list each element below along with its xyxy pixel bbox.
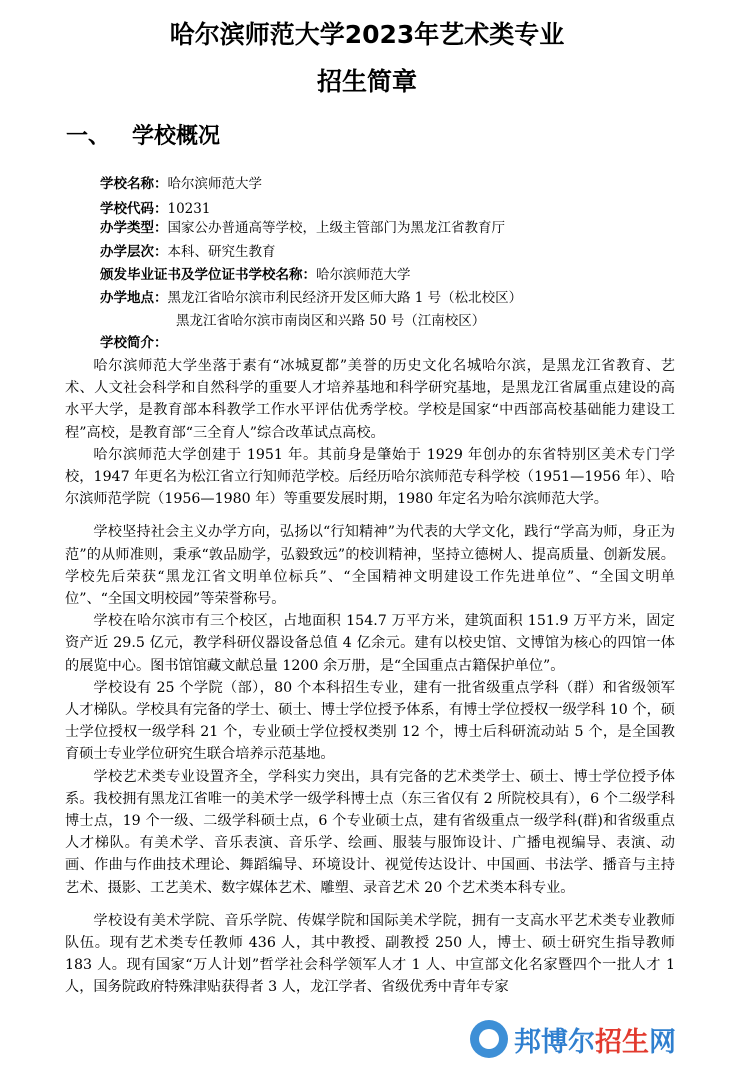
info-label: 颁发毕业证书及学位证书学校名称： bbox=[100, 267, 316, 283]
info-label: 学校代码： bbox=[100, 201, 168, 217]
section-heading bbox=[66, 122, 220, 152]
info-value: 本科、研究生教育 bbox=[167, 244, 276, 260]
info-row-address bbox=[100, 286, 710, 311]
watermark bbox=[470, 1014, 732, 1064]
intro-paragraph: 学校艺术类专业设置齐全，学科实力突出，具有完备的艺术类学士、硕士、博士学位授予体系。我校拥有黑龙江省唯一的美术学一级学科博士点（东三省仅有 2 所院校具有），6 个二级学科博士点，19 个一级、二级学科硕士点，6 个专业硕士点，建有省级重点一级学科(群)和省级重点人才梯队。有美术学、音乐表演、音乐学、绘画、服装与服饰设计、广播电视编导、表演、动画、作曲与作曲技术理论、舞蹈编导、环境设计、视觉传达设计、中国画、书法学、播音与主持艺术、摄影、工艺美术、数字媒体艺术、雕塑、录音艺术 20 个艺术类本科专业。 bbox=[65, 768, 675, 896]
info-row-cert bbox=[100, 263, 710, 288]
intro-paragraph: 学校设有 25 个学院（部），80 个本科招生专业，建有一批省级重点学科（群）和省级领军人才梯队。学校具有完备的学士、硕士、博士学位授予体系，有博士学位授权一级学科 10 个，硕士学位授权一级学科 21 个，专业硕士学位授权类别 12 个，博士后科研流动站 5 个，是全国教育硕士专业学位研究生联合培养示范基地。 bbox=[65, 679, 675, 763]
watermark-part: 网 bbox=[649, 1026, 676, 1058]
page-title: 哈尔滨师范大学2023年艺术类专业 bbox=[169, 20, 565, 49]
intro-paragraph: 学校在哈尔滨市有三个校区，占地面积 154.7 万平方米，建筑面积 151.9 万平方米，固定资产近 29.5 亿元，教学科研仪器设备总值 4 亿余元。建有以校史馆、文博馆为核心的四馆一体的展览中心。图书馆馆藏文献总量 1200 余万册，是“全国重点古籍保护单位”。 bbox=[65, 613, 675, 674]
info-label: 办学层次： bbox=[100, 244, 168, 260]
info-label: 学校名称： bbox=[100, 176, 168, 192]
info-value: 国家公办普通高等学校，上级主管部门为黑龙江省教育厅 bbox=[167, 220, 505, 236]
watermark-text bbox=[514, 1020, 676, 1059]
intro-paragraph: 学校坚持社会主义办学方向，弘扬以“行知精神”为代表的大学文化，践行“学高为师，身正为范”的从师准则，秉承“敦品励学，弘毅致远”的校训精神，坚持立德树人、提高质量、创新发展。学校先后荣获“黑龙江省文明单位标兵”、“全国精神文明建设工作先进单位”、“全国文明单位”、“全国文明校园”等荣誉称号。 bbox=[65, 524, 675, 608]
intro-paragraph: 哈尔滨师范大学坐落于素有“冰城夏都”美誉的历史文化名城哈尔滨，是黑龙江省教育、艺术、人文社会科学和自然科学的重要人才培养基地和科学研究基地，是黑龙江省属重点建设的高水平大学，是教育部本科教学工作水平评估优秀学校。学校是国家“中西部高校基础能力建设工程”高校，是教育部“三全育人”综合改革试点高校。 bbox=[65, 358, 675, 441]
info-value: 10231 bbox=[167, 201, 211, 217]
info-value: 哈尔滨师范大学 bbox=[167, 176, 262, 192]
intro-body bbox=[65, 355, 675, 999]
info-row-name bbox=[100, 172, 710, 197]
intro-paragraph: 学校设有美术学院、音乐学院、传媒学院和国际美术学院，拥有一支高水平艺术类专业教师队伍。现有艺术类专任教师 436 人，其中教授、副教授 250 人，博士、硕士研究生指导教师 183 人。现有国家“万人计划”哲学社会科学领军人才 1 人、中宣部文化名家暨四个一批人才 1 人，国务院政府特殊津贴获得者 3 人，龙江学者、省级优秀中青年专家 bbox=[65, 912, 675, 996]
info-value: 哈尔滨师范大学 bbox=[316, 267, 411, 283]
watermark-part: 招生 bbox=[595, 1026, 649, 1058]
watermark-logo-icon bbox=[470, 1020, 508, 1058]
info-row-type bbox=[100, 216, 710, 241]
info-label: 办学地点： bbox=[100, 290, 168, 306]
info-row-level bbox=[100, 240, 710, 265]
intro-heading: 学校简介： bbox=[100, 335, 168, 351]
info-label: 办学类型： bbox=[100, 220, 168, 236]
section-title: 学校概况 bbox=[132, 124, 221, 149]
section-number: 一、 bbox=[66, 124, 111, 149]
info-value: 黑龙江省哈尔滨市利民经济开发区师大路 1 号（松北校区） bbox=[167, 290, 523, 306]
watermark-part: 邦博尔 bbox=[514, 1026, 595, 1058]
page-subtitle: 招生简章 bbox=[316, 67, 417, 96]
intro-paragraph: 哈尔滨师范大学创建于 1951 年。其前身是肇始于 1929 年创办的东省特别区美术专门学校，1947 年更名为松江省立行知师范学校。后经历哈尔滨师范专科学校（1951—1956 年）、哈尔滨师范学院（1956—1980 年）等重要发展时期，1980 年定名为哈尔滨师范大学。 bbox=[65, 446, 675, 508]
info-address-line2: 黑龙江省哈尔滨市南岗区和兴路 50 号（江南校区） bbox=[176, 313, 486, 329]
